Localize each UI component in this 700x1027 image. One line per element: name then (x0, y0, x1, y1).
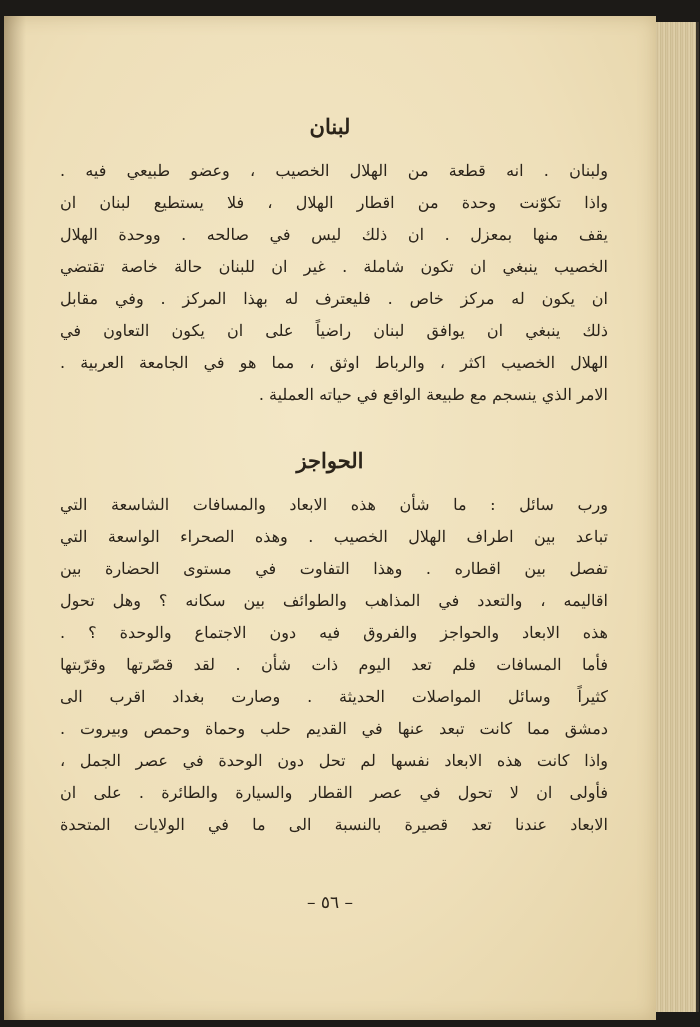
text-line: دمشق مما كانت تبعد عنها في القديم حلب وحماة وحمص وبيروت . (60, 719, 608, 738)
text-line: تفصل بين اقطاره . وهذا التفاوت في مستوى الحضارة بين (60, 559, 608, 578)
text-line: ان يكون له مركز خاص . فليعترف له بهذا المركز . وفي مقابل (60, 289, 608, 308)
page-sheet (4, 16, 656, 1020)
text-line: يقف منها بمعزل . ان ذلك ليس في صالحه . ووحدة الهلال (60, 225, 608, 244)
text-line: كثيراً وسائل المواصلات الحديثة . وصارت بغداد اقرب الى (60, 687, 608, 706)
text-line: ورب سائل : ما شأن هذه الابعاد والمسافات الشاسعة التي (60, 495, 608, 514)
text-line: اقاليمه ، والتعدد في المذاهب والطوائف بين سكانه ؟ وهل تحول (60, 591, 608, 610)
text-line: الامر الذي ينسجم مع طبيعة الواقع في حياته العملية . (258, 385, 608, 404)
text-line: ولبنان . انه قطعة من الهلال الخصيب ، وعضو طبيعي فيه . (60, 161, 608, 180)
binding-gutter-shadow (4, 16, 26, 1020)
text-line: فأما المسافات فلم تعد اليوم ذات شأن . لقد قصّرتها وقرّبتها (60, 655, 608, 674)
text-line: الخصيب ينبغي ان تكون شاملة . غير ان للبنان حالة خاصة تقتضي (60, 257, 608, 276)
text-line: ذلك ينبغي ان يوافق لبنان راضياً على ان يكون التعاون في (60, 321, 608, 340)
book-page-edges (656, 22, 699, 1012)
text-line: هذه الابعاد والحواجز والفروق فيه دون الاجتماع والوحدة ؟ . (60, 623, 608, 642)
text-line: فأولى ان لا تحول في عصر القطار والسيارة والطائرة . على ان (60, 783, 608, 802)
text-line: واذا كانت هذه الابعاد نفسها لم تحل دون الوحدة في عصر الجمل ، (60, 751, 608, 770)
text-line: تباعد بين اطراف الهلال الخصيب . وهذه الصحراء الواسعة التي (60, 527, 609, 546)
text-line: واذا تكوّنت وحدة من اقطار الهلال ، فلا يستطيع لبنان ان (60, 193, 608, 212)
text-line: الابعاد عندنا تعد قصيرة بالنسبة الى ما في الولايات المتحدة (60, 815, 608, 834)
text-line: الهلال الخصيب اكثر ، والرباط اوثق ، مما هو في الجامعة العربية . (60, 353, 608, 372)
section-heading-lebanon: لبنان (309, 114, 351, 139)
section-heading-barriers: الحواجز (296, 448, 364, 473)
page-number: – ٥٦ – (306, 893, 354, 913)
